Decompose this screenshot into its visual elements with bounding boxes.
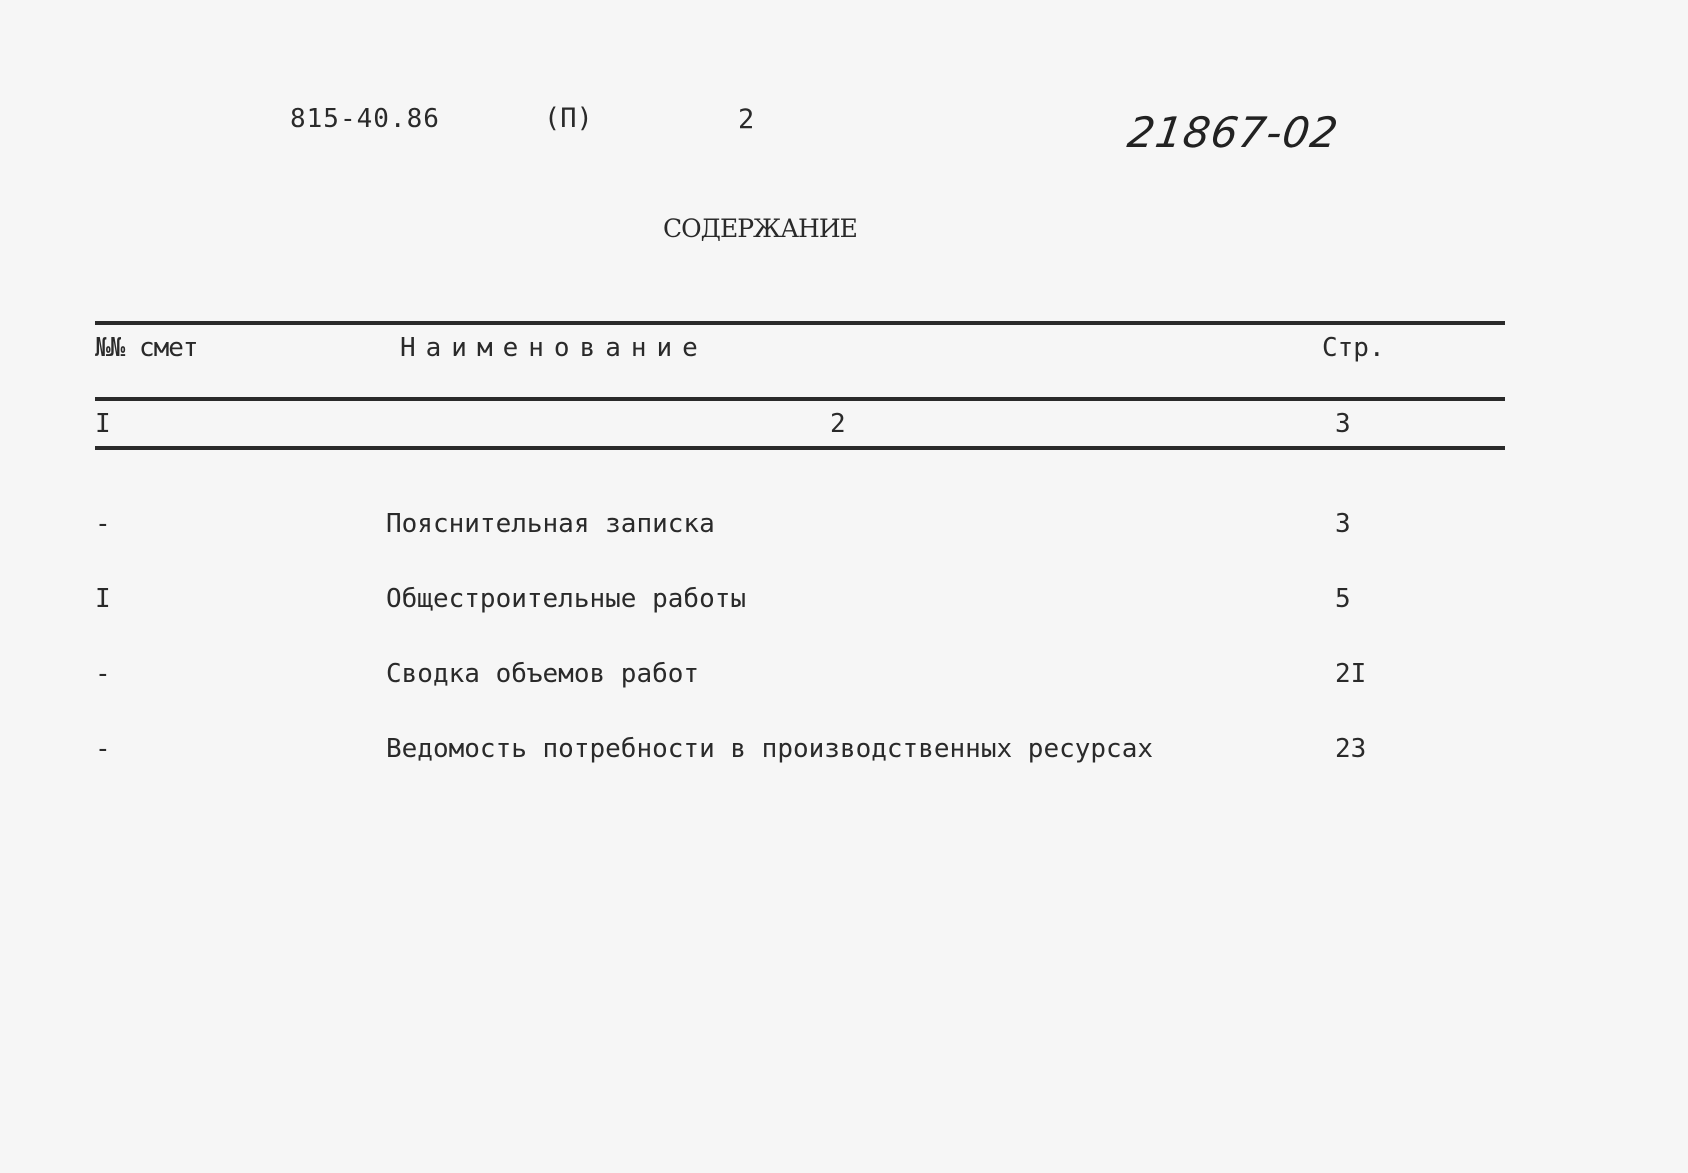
table-row: [0, 509, 1688, 549]
sheet-number: 2: [738, 104, 755, 135]
table-row: [0, 584, 1688, 624]
document-part: (П): [544, 103, 593, 134]
row-page: 2I: [1335, 659, 1367, 689]
column-header-name: Наименование: [400, 333, 708, 363]
row-page: 3: [1335, 509, 1351, 539]
row-name: Сводка объемов работ: [386, 659, 700, 689]
row-page: 23: [1335, 734, 1367, 764]
table-top-rule: [95, 321, 1505, 325]
document-code: 815-40.86: [290, 104, 440, 134]
row-page: 5: [1335, 584, 1351, 614]
table-header-rule: [95, 397, 1505, 401]
column-number-2: 2: [830, 409, 846, 439]
column-number-3: 3: [1335, 409, 1351, 439]
row-estimate-no: -: [95, 509, 111, 539]
table-row: [0, 659, 1688, 699]
row-estimate-no: I: [95, 584, 111, 614]
column-number-1: I: [95, 409, 111, 439]
handwritten-registration-number: 21867-02: [1124, 108, 1342, 157]
row-name: Ведомость потребности в производственных ресурсах: [386, 734, 1154, 764]
page-title: СОДЕРЖАНИЕ: [663, 214, 857, 243]
table-row: [0, 734, 1688, 774]
table-numbers-rule: [95, 446, 1505, 450]
row-estimate-no: -: [95, 659, 111, 689]
column-header-page: Стр.: [1322, 333, 1385, 363]
row-name: Пояснительная записка: [386, 509, 715, 539]
row-name: Общестроительные работы: [386, 584, 747, 614]
row-estimate-no: -: [95, 734, 111, 764]
column-header-estimate-no: №№ смет: [95, 333, 198, 363]
